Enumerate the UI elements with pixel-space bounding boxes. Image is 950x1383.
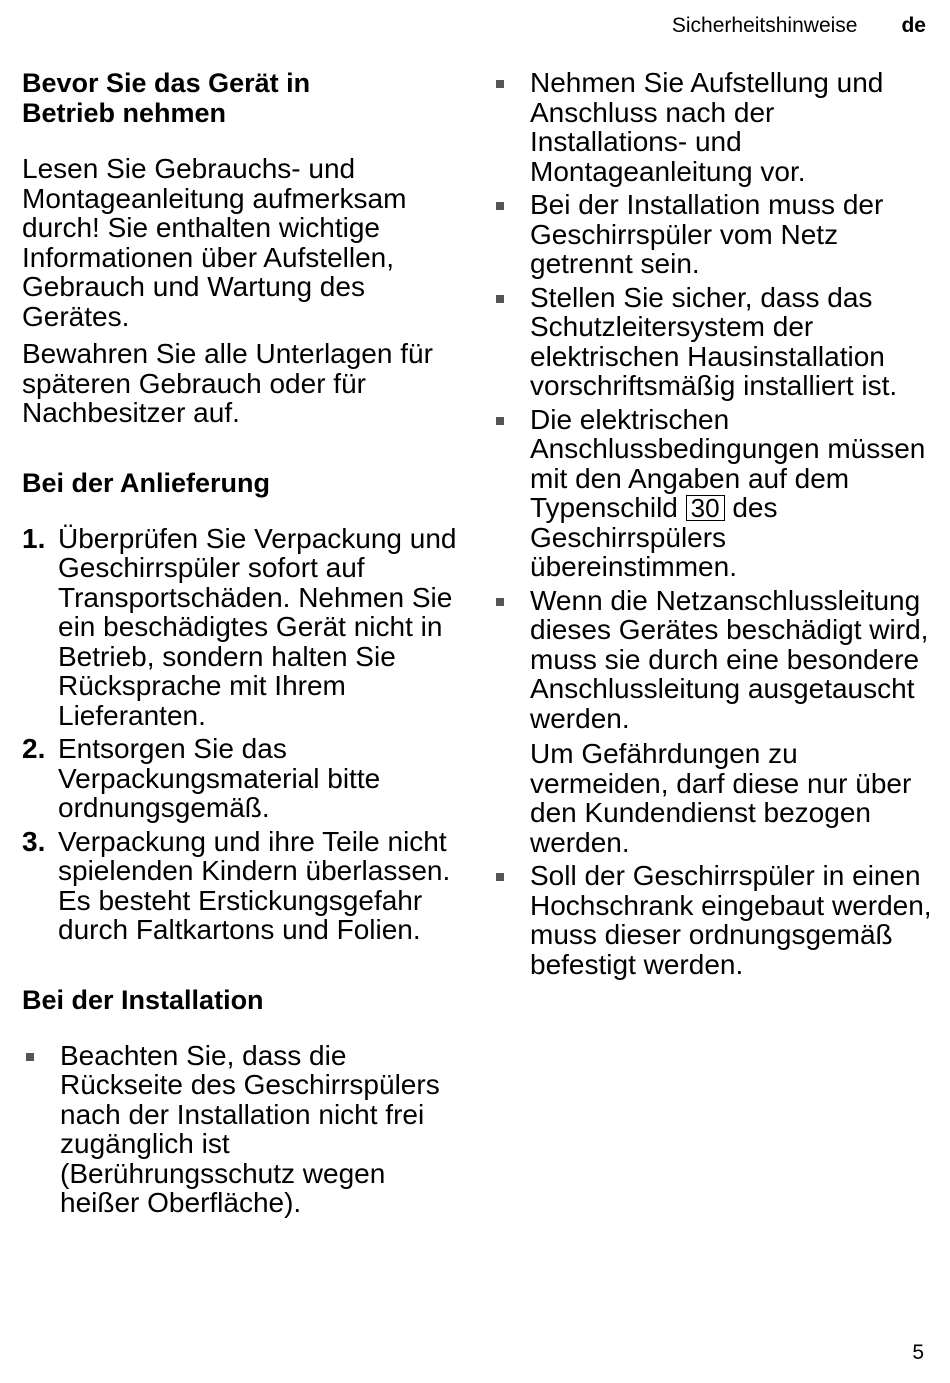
list-item: [492, 190, 932, 279]
step-number: 2.: [22, 733, 46, 764]
list-item: [22, 524, 462, 731]
bullet-text: Soll der Geschirrspüler in einen Hochschrank eingebaut werden, muss dieser ordnungsgemäß befestigt werden.: [530, 860, 932, 980]
bullet-text: Stellen Sie sicher, dass das Schutzleitersystem der elektrischen Hausinstallation vorschriftsmäßig installiert ist.: [530, 281, 898, 401]
list-item: [492, 283, 932, 401]
list-item: [492, 586, 932, 858]
installation-bullets-right: [492, 68, 932, 979]
bullet-text: Bei der Installation muss der Geschirrspüler vom Netz getrennt sein.: [530, 189, 884, 279]
bullet-text: Wenn die Netzanschlussleitung dieses Gerätes beschädigt wird, muss sie durch eine besondere Anschlussleitung ausgetauscht werden.: [530, 584, 929, 734]
list-item: [22, 827, 462, 945]
bullet-square-icon: [496, 202, 504, 210]
bullet-square-icon: [26, 1053, 34, 1061]
list-item: [22, 1041, 462, 1218]
bullet-square-icon: [496, 417, 504, 425]
bullet-square-icon: [496, 598, 504, 606]
step-text: Überprüfen Sie Verpackung und Geschirrspüler sofort auf Transportschäden. Nehmen Sie ein beschädigtes Gerät nicht in Betrieb, sondern halten Sie Rücksprache mit Ihrem Lieferanten.: [58, 522, 457, 731]
left-column: [22, 68, 462, 1222]
heading-delivery: Bei der Anlieferung: [22, 467, 271, 498]
list-item: [492, 861, 932, 979]
step-number: 1.: [22, 522, 46, 554]
paragraph-keep-documents: Bewahren Sie alle Unterlagen für späteren Gebrauch oder für Nachbesitzer auf.: [22, 338, 433, 428]
step-text: Verpackung und ihre Teile nicht spielenden Kindern überlassen. Es besteht Erstickungsgefahr durch Faltkartons und Folien.: [58, 825, 451, 945]
reference-box: 30: [686, 495, 725, 521]
page-number: 5: [912, 1341, 924, 1364]
right-column: [492, 68, 932, 983]
heading-before-use: Bevor Sie das Gerät in Betrieb nehmen: [22, 68, 311, 128]
list-item: [22, 734, 462, 823]
bullet-text: Nehmen Sie Aufstellung und Anschluss nach der Installations- und Montageanleitung vor.: [530, 67, 884, 187]
step-text: Entsorgen Sie das Verpackungsmaterial bitte ordnungsgemäß.: [58, 733, 381, 823]
installation-bullets-left: [22, 1041, 462, 1218]
list-item: [492, 68, 932, 186]
page-header: [672, 14, 926, 38]
step-number: 3.: [22, 825, 46, 857]
language-code: de: [901, 14, 926, 37]
list-item: [492, 405, 932, 582]
bullet-square-icon: [496, 80, 504, 88]
paragraph-read-manual: Lesen Sie Gebrauchs- und Montageanleitung aufmerksam durch! Sie enthalten wichtige Informationen über Aufstellen, Gebrauch und Wartung des Gerätes.: [22, 153, 407, 332]
bullet-subparagraph: Um Gefährdungen zu vermeiden, darf diese nur über den Kundendienst bezogen werden.: [530, 738, 912, 858]
bullet-text: Beachten Sie, dass die Rückseite des Geschirrspülers nach der Installation nicht frei zugänglich ist (Berührungsschutz wegen heißer Oberfläche).: [60, 1039, 440, 1218]
bullet-text-post: des Geschirrspülers übereinstimmen.: [530, 492, 778, 582]
heading-installation: Bei der Installation: [22, 984, 264, 1015]
section-title: Sicherheitshinweise: [671, 14, 858, 37]
delivery-steps: [22, 524, 462, 945]
bullet-square-icon: [496, 873, 504, 881]
bullet-square-icon: [496, 295, 504, 303]
bullet-text-pre: Die elektrischen Anschlussbedingungen müssen mit den Angaben auf dem Typenschild: [530, 403, 926, 523]
